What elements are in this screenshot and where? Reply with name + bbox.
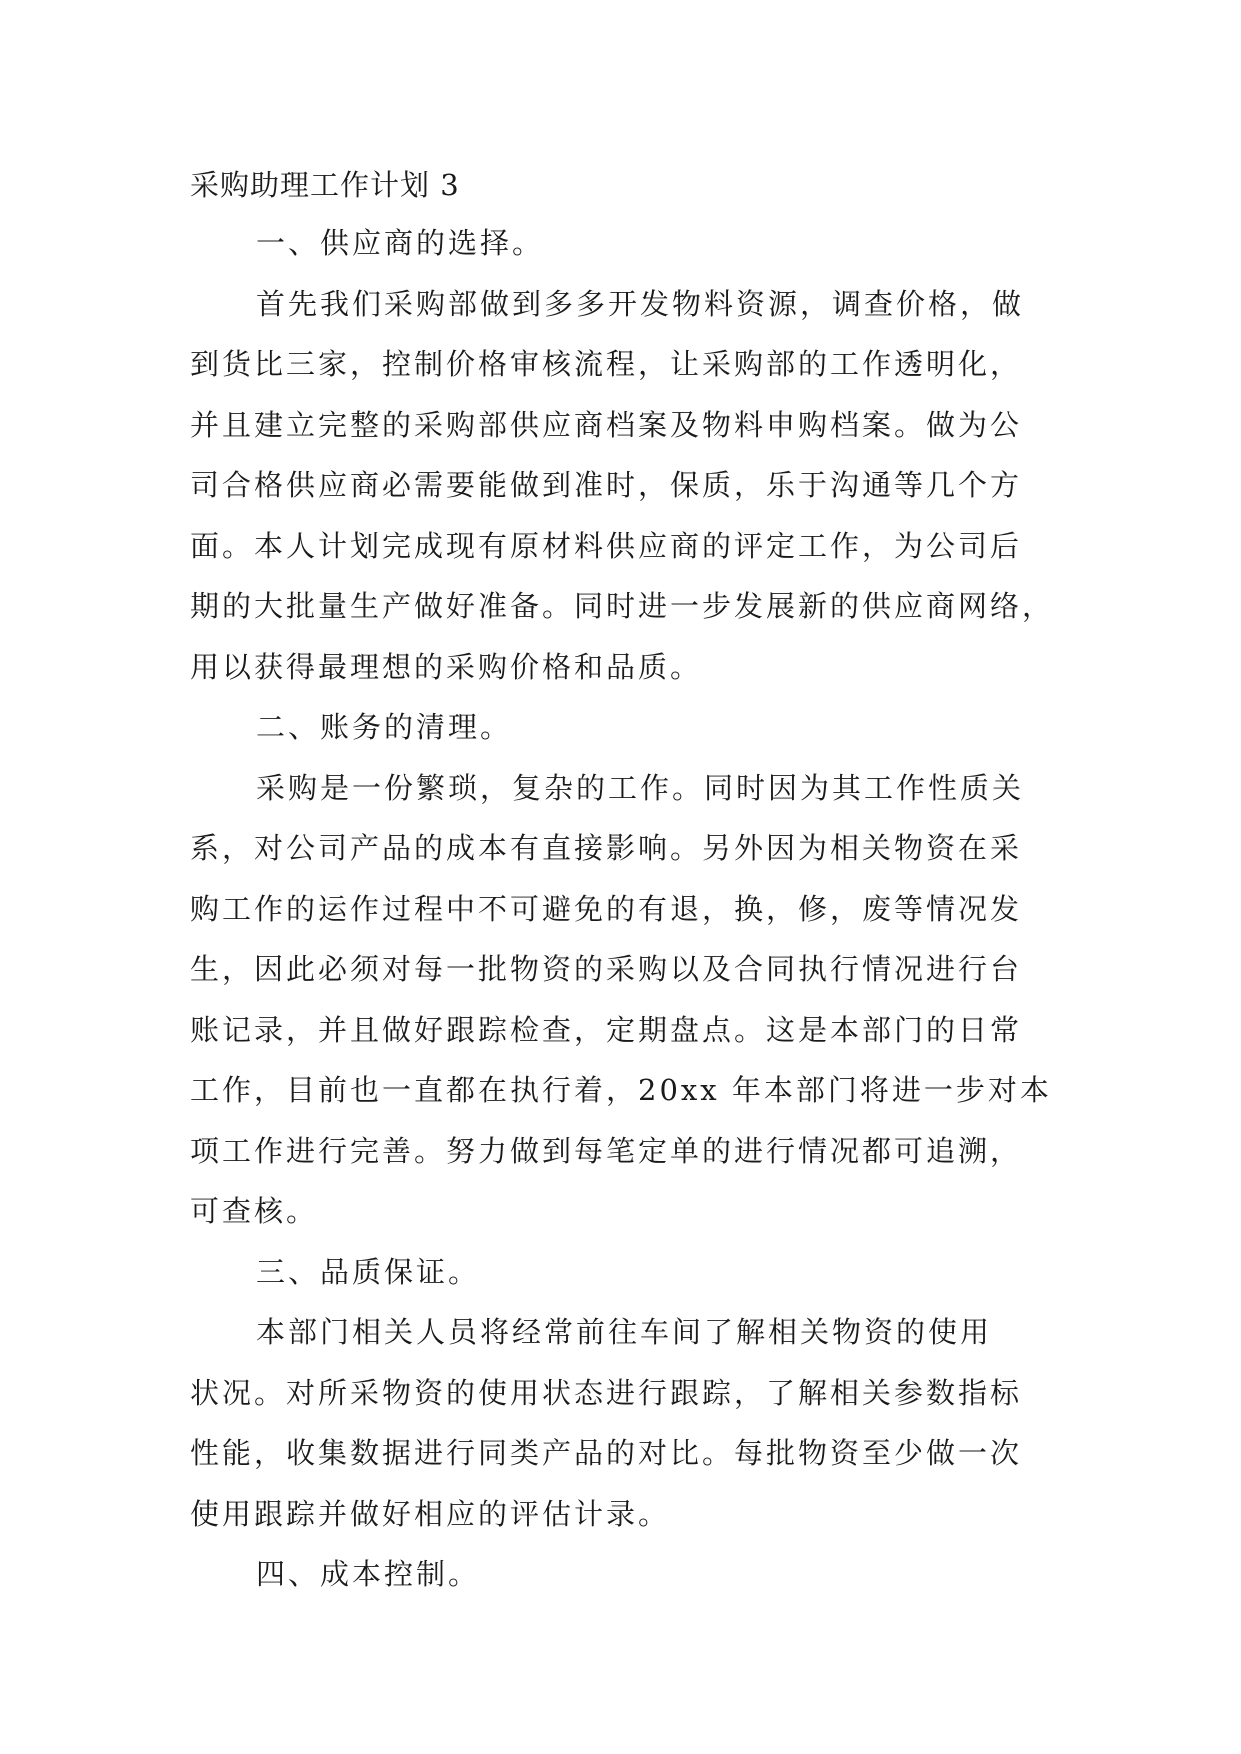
text-line: 四、成本控制。 [256,1557,481,1591]
text-line: 购工作的运作过程中不可避免的有退，换，修，废等情况发 [190,891,1023,926]
text-line: 账记录，并且做好跟踪检查，定期盘点。这是本部门的日常 [190,1012,1023,1047]
text-line: 期的大批量生产做好准备。同时进一步发展新的供应商网络， [190,589,1055,623]
text-line: 到货比三家，控制价格审核流程，让采购部的工作透明化， [190,347,1023,381]
text-line: 二、账务的清理。 [256,710,513,744]
document-title: 采购助理工作计划 3 [190,168,460,202]
text-line: 司合格供应商必需要能做到准时，保质，乐于沟通等几个方 [190,468,1023,502]
text-line: 采购是一份繁琐，复杂的工作。同时因为其工作性质关 [256,770,1025,805]
text-line: 生，因此必须对每一批物资的采购以及合同执行情况进行台 [190,952,1023,986]
text-line: 使用跟踪并做好相应的评估计录。 [190,1496,671,1531]
paragraph-lines [190,213,1070,1605]
document-body [190,158,1070,1605]
text-line: 系，对公司产品的成本有直接影响。另外因为相关物资在采 [190,831,1023,865]
text-line: 面。本人计划完成现有原材料供应商的评定工作，为公司后 [190,528,1023,563]
text-line: 性能，收集数据进行同类产品的对比。每批物资至少做一次 [190,1436,1023,1470]
text-line: 用以获得最理想的采购价格和品质。 [190,649,703,684]
text-line: 首先我们采购部做到多多开发物料资源，调查价格，做 [256,286,1025,321]
text-line: 三、品质保证。 [256,1254,481,1289]
text-line: 项工作进行完善。努力做到每笔定单的进行情况都可追溯， [190,1133,1023,1168]
text-line: 本部门相关人员将经常前往车间了解相关物资的使用 [256,1315,993,1349]
text-line: 工作，目前也一直都在执行着，20xx 年本部门将进一步对本 [190,1073,1052,1107]
text-line: 一、供应商的选择。 [256,226,545,260]
text-line: 状况。对所采物资的使用状态进行跟踪，了解相关参数指标 [190,1375,1023,1410]
text-line: 并且建立完整的采购部供应商档案及物料申购档案。做为公 [190,407,1023,442]
text-line: 可查核。 [190,1194,319,1228]
